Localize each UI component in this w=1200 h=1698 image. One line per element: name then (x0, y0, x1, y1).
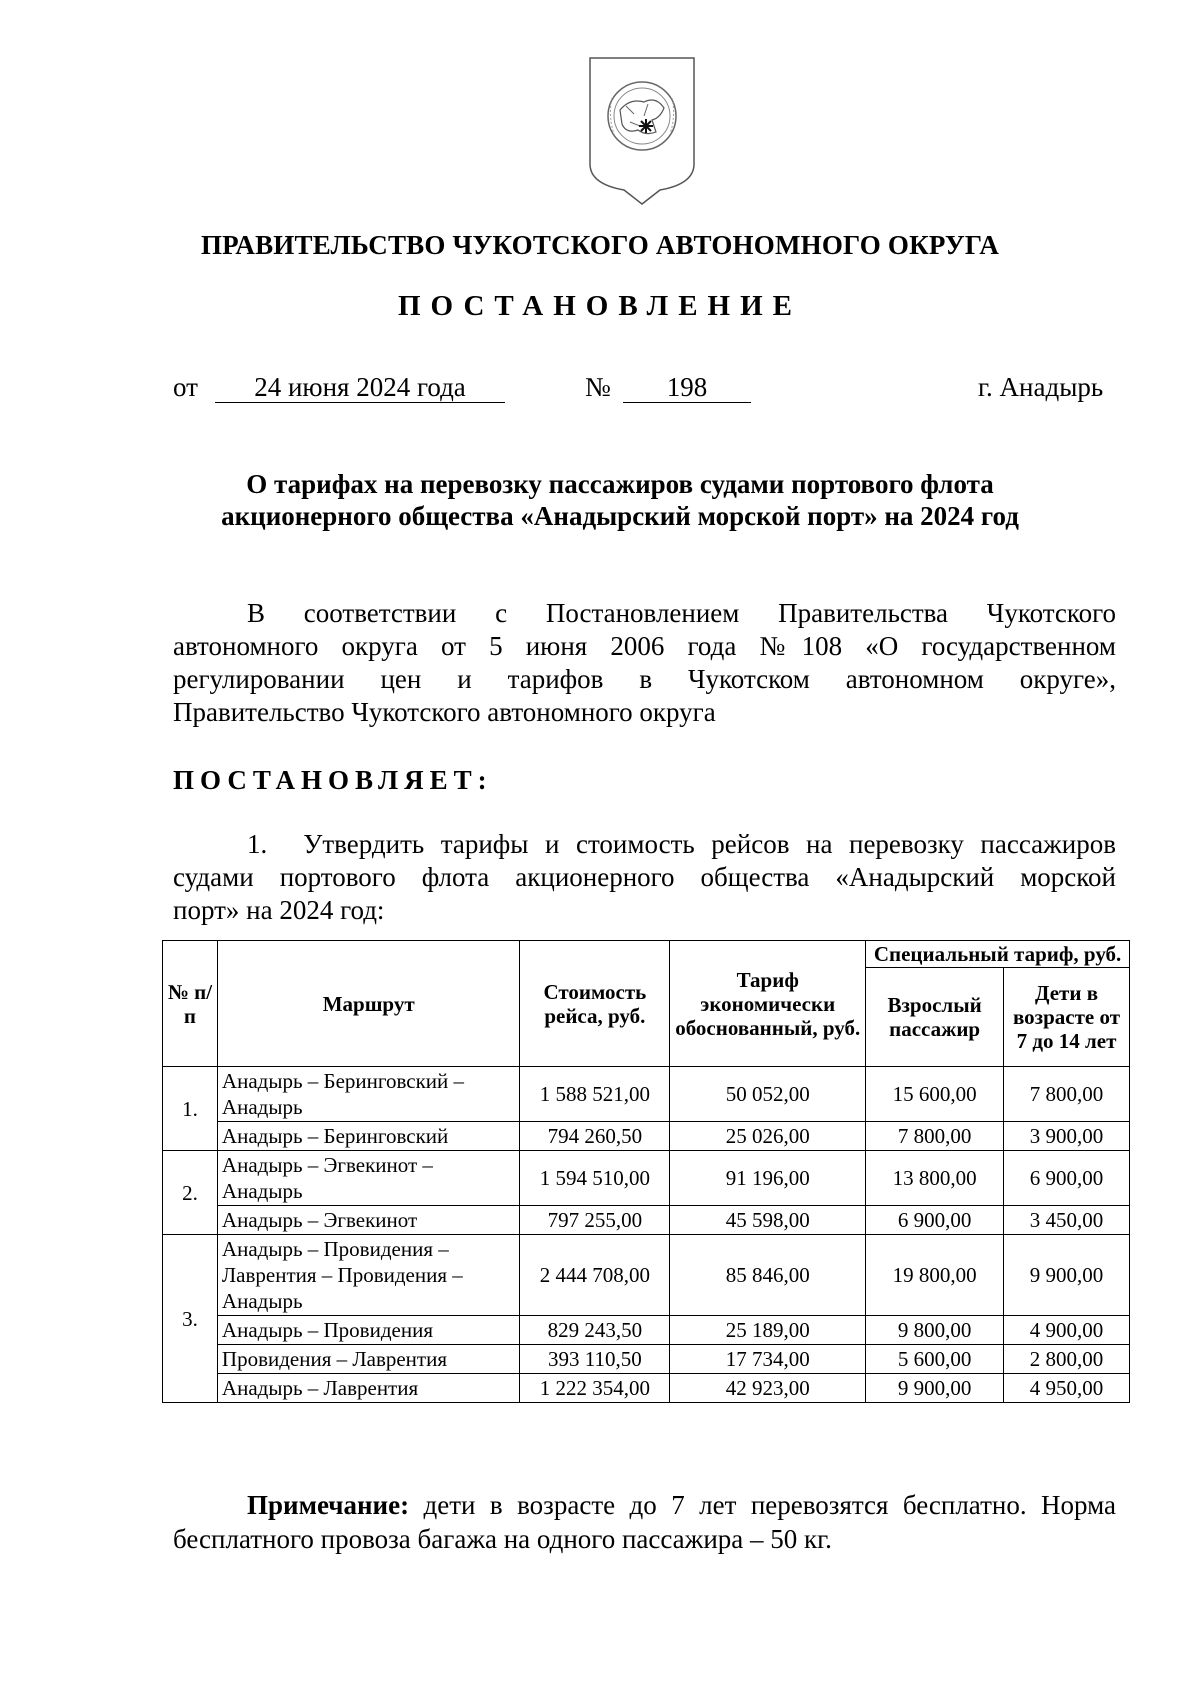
table-row (163, 1151, 1130, 1206)
cost-cell: 2 444 708,00 (520, 1235, 670, 1316)
route-cell: Анадырь – Эгвекинот (217, 1206, 520, 1235)
tariff-cell: 42 923,00 (670, 1374, 866, 1403)
cost-cell: 1 588 521,00 (520, 1067, 670, 1122)
item-1 (173, 828, 1116, 927)
header-cost: Стоимость рейса, руб. (520, 941, 670, 1067)
child-cell: 9 900,00 (1004, 1235, 1130, 1316)
subject-line: акционерного общества «Анадырский морской порт» на 2024 год (221, 501, 1019, 531)
header-num: № п/п (163, 941, 218, 1067)
tariff-cell: 50 052,00 (670, 1067, 866, 1122)
table-row (163, 1122, 1130, 1151)
cost-cell: 393 110,50 (520, 1345, 670, 1374)
subject-title (150, 468, 1090, 532)
date-prefix: от (173, 372, 198, 402)
adult-cell: 5 600,00 (866, 1345, 1004, 1374)
route-cell: Анадырь – Беринговский – Анадырь (217, 1067, 520, 1122)
child-cell: 6 900,00 (1004, 1151, 1130, 1206)
table-row (163, 1345, 1130, 1374)
adult-cell: 19 800,00 (866, 1235, 1004, 1316)
date-field: 24 июня 2024 года (215, 372, 505, 403)
city: г. Анадырь (978, 372, 1104, 402)
item-line: судами портового флота акционерного общества «Анадырский морской (173, 862, 1116, 892)
item-line: порт» на 2024 год: (173, 895, 385, 925)
child-cell: 7 800,00 (1004, 1067, 1130, 1122)
subject-line: О тарифах на перевозку пассажиров судами портового флота (246, 469, 994, 499)
cost-cell: 1 594 510,00 (520, 1151, 670, 1206)
tariff-cell: 25 026,00 (670, 1122, 866, 1151)
row-number: 3. (163, 1235, 218, 1403)
table-row (163, 1067, 1130, 1122)
adult-cell: 9 900,00 (866, 1374, 1004, 1403)
header-tariff: Тариф экономически обоснованный, руб. (670, 941, 866, 1067)
cost-cell: 797 255,00 (520, 1206, 670, 1235)
government-title: ПРАВИТЕЛЬСТВО ЧУКОТСКОГО АВТОНОМНОГО ОКРУГА (200, 230, 1000, 260)
item-text: Утвердить тарифы и стоимость рейсов на перевозку пассажиров (303, 829, 1116, 859)
tariff-cell: 25 189,00 (670, 1316, 866, 1345)
adult-cell: 9 800,00 (866, 1316, 1004, 1345)
route-cell: Анадырь – Провидения (217, 1316, 520, 1345)
table-row (163, 1374, 1130, 1403)
preamble-line: В соответствии с Постановлением Правительства Чукотского (247, 598, 1116, 628)
resolves-heading: ПОСТАНОВЛЯЕТ: (173, 765, 493, 795)
tariff-cell: 85 846,00 (670, 1235, 866, 1316)
child-cell: 3 450,00 (1004, 1206, 1130, 1235)
child-cell: 2 800,00 (1004, 1345, 1130, 1374)
header-route: Маршрут (217, 941, 520, 1067)
preamble-line: автономного округа от 5 июня 2006 года №108 «О государственном (173, 631, 1116, 661)
child-cell: 4 950,00 (1004, 1374, 1130, 1403)
note-label: Примечание: (247, 1490, 410, 1520)
tariff-cell: 17 734,00 (670, 1345, 866, 1374)
row-number: 1. (163, 1067, 218, 1151)
header-special: Специальный тариф, руб. (866, 941, 1130, 968)
preamble-line: регулировании цен и тарифов в Чукотском автономном округе», (173, 664, 1116, 694)
route-cell: Провидения – Лаврентия (217, 1345, 520, 1374)
note-text: дети в возрасте до 7 лет перевозятся бесплатно. Норма бесплатного провоза багажа на одного пассажира – 50 кг. (173, 1490, 1116, 1554)
table-row (163, 1316, 1130, 1345)
route-cell: Анадырь – Беринговский (217, 1122, 520, 1151)
number-field: 198 (623, 372, 751, 403)
item-line (173, 828, 1116, 861)
cost-cell: 1 222 354,00 (520, 1374, 670, 1403)
item-number: 1. (247, 829, 268, 859)
route-cell: Анадырь – Лаврентия (217, 1374, 520, 1403)
table-row (163, 1206, 1130, 1235)
document-type: ПОСТАНОВЛЕНИЕ (397, 290, 802, 322)
preamble (173, 597, 1116, 729)
child-cell: 4 900,00 (1004, 1316, 1130, 1345)
cost-cell: 794 260,50 (520, 1122, 670, 1151)
header-adult: Взрослый пассажир (866, 968, 1004, 1067)
adult-cell: 6 900,00 (866, 1206, 1004, 1235)
coat-of-arms-icon (586, 56, 698, 206)
route-cell: Анадырь – Провидения – Лаврентия – Провидения – Анадырь (217, 1235, 520, 1316)
tariff-cell: 45 598,00 (670, 1206, 866, 1235)
adult-cell: 15 600,00 (866, 1067, 1004, 1122)
preamble-line: Правительство Чукотского автономного округа (173, 697, 716, 727)
route-cell: Анадырь – Эгвекинот – Анадырь (217, 1151, 520, 1206)
adult-cell: 13 800,00 (866, 1151, 1004, 1206)
tariffs-table (162, 940, 1130, 1403)
note (173, 1488, 1116, 1556)
child-cell: 3 900,00 (1004, 1122, 1130, 1151)
header-children: Дети в возрасте от 7 до 14 лет (1004, 968, 1130, 1067)
number-prefix: № (585, 372, 611, 402)
tariff-cell: 91 196,00 (670, 1151, 866, 1206)
row-number: 2. (163, 1151, 218, 1235)
table-row (163, 1235, 1130, 1316)
adult-cell: 7 800,00 (866, 1122, 1004, 1151)
cost-cell: 829 243,50 (520, 1316, 670, 1345)
